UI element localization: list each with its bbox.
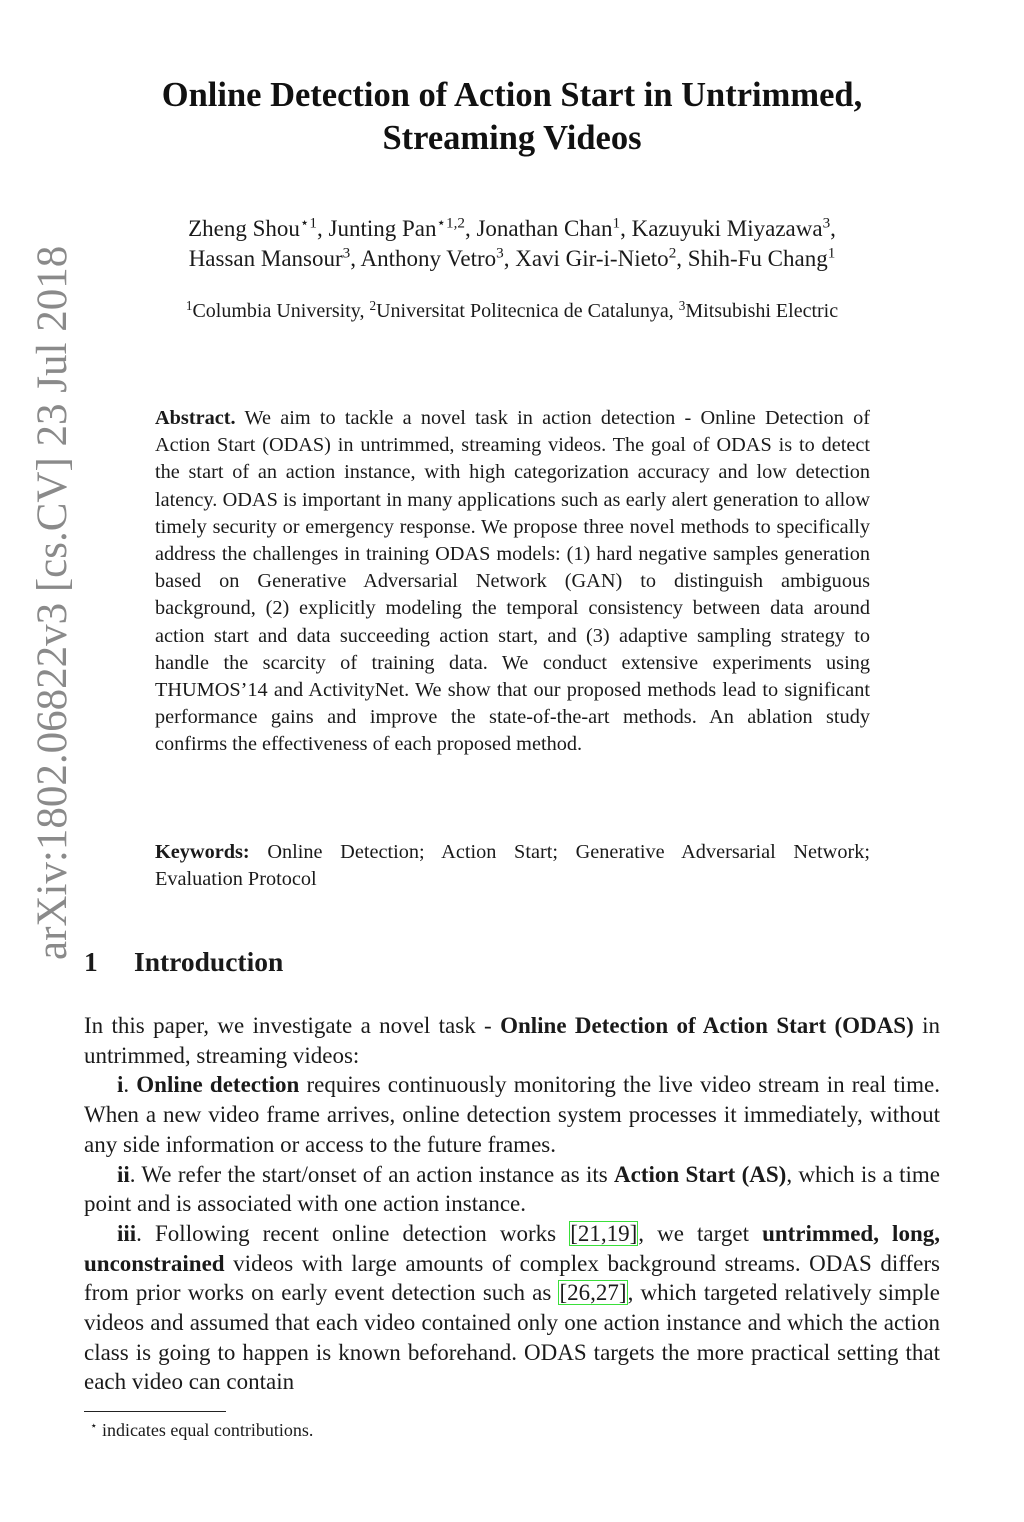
abstract-text: We aim to tackle a novel task in action detection - Online Detection of Action Start (ODAS) in untrimmed, streaming videos. The goal of ODAS is to detect the start of an action instance, with high categorization accuracy and low detection latency. ODAS is important in many applications such as early alert generation to allow timely security or emergency response. We propose three novel methods to specifically address the challenges in training ODAS models: (1) hard negative samples generation based on Generative Adversarial Network (GAN) to distinguish ambiguous background, (2) explicitly modeling the temporal consistency between data around action start and data succeeding action start, and (3) adaptive sampling strategy to handle the scarcity of training data. We conduct extensive experiments using THUMOS’14 and ActivityNet. We show that our proposed methods lead to significant performance gains and improve the state-of-the-art methods. An ablation study confirms the effectiveness of each proposed method. [155,407,870,756]
affiliation: $^3$Mitsubishi Electric [678,297,839,322]
author: Anthony Vetro$^3$, [360,244,516,271]
footnote-rule [84,1411,226,1412]
title-line-1: Online Detection of Action Start in Untrimmed, [161,76,863,114]
paragraph: i. Online detection requires continuously monitoring the live video stream in real time. When a new video frame arrives, online detection system processes it immediately, without any side information or access to the future frames. [84,1072,940,1157]
keywords [155,839,870,893]
keywords-label: Keywords: [155,841,250,863]
citation-link[interactable]: [26,27] [559,1280,627,1306]
footnote [90,1418,313,1442]
paragraph: In this paper, we investigate a novel task - Online Detection of Action Start (ODAS) in untrimmed, streaming videos: [84,1013,940,1068]
footnote-text: indicates equal contributions. [97,1420,314,1440]
paper-title [80,74,944,160]
section-heading [84,944,283,980]
affiliation: $^1$Columbia University, [185,297,370,322]
author: Junting Pan$^{⋆1,2}$, [328,214,477,241]
paragraph: iii. Following recent online detection works [21,19], we target untrimmed, long, unconstrained videos with large amounts of complex background streams. ODAS differs from prior works on early event detection such as [26,27], which targeted relatively simple videos and assumed that each video contained only one action instance and which the action class is going to happen is known beforehand. ODAS targets the more practical setting that each video can contain [84,1220,940,1395]
affiliation: $^2$Universitat Politecnica de Catalunya, [369,297,679,322]
author-list [90,214,934,274]
abstract [155,405,870,759]
section-number: 1 [84,946,98,977]
author: Jonathan Chan$^1$, [476,214,632,241]
arxiv-side-stamp: arXiv:1802.06822v3 [cs.CV] 23 Jul 2018 [29,245,76,960]
author: Zheng Shou$^{⋆1}$, [188,214,329,241]
author: Xavi Gir-i-Nieto$^2$, [515,244,688,271]
affiliation-list [90,298,934,324]
keywords-text: Online Detection; Action Start; Generative Adversarial Network; Evaluation Protocol [155,841,871,891]
abstract-label: Abstract. [155,407,236,429]
introduction-body [84,1011,940,1397]
footnote-mark: ⋆ [90,1418,98,1433]
author: Hassan Mansour$^3$, [188,244,361,271]
author: Shih-Fu Chang$^1$ [687,244,836,271]
author: Kazuyuki Miyazawa$^3$, [631,214,836,241]
section-title: Introduction [134,946,284,977]
paragraph: ii. We refer the start/onset of an action instance as its Action Start (AS), which is a time point and is associated with one action instance. [84,1161,940,1217]
title-line-2: Streaming Videos [382,119,642,157]
citation-link[interactable]: [21,19] [570,1220,638,1246]
